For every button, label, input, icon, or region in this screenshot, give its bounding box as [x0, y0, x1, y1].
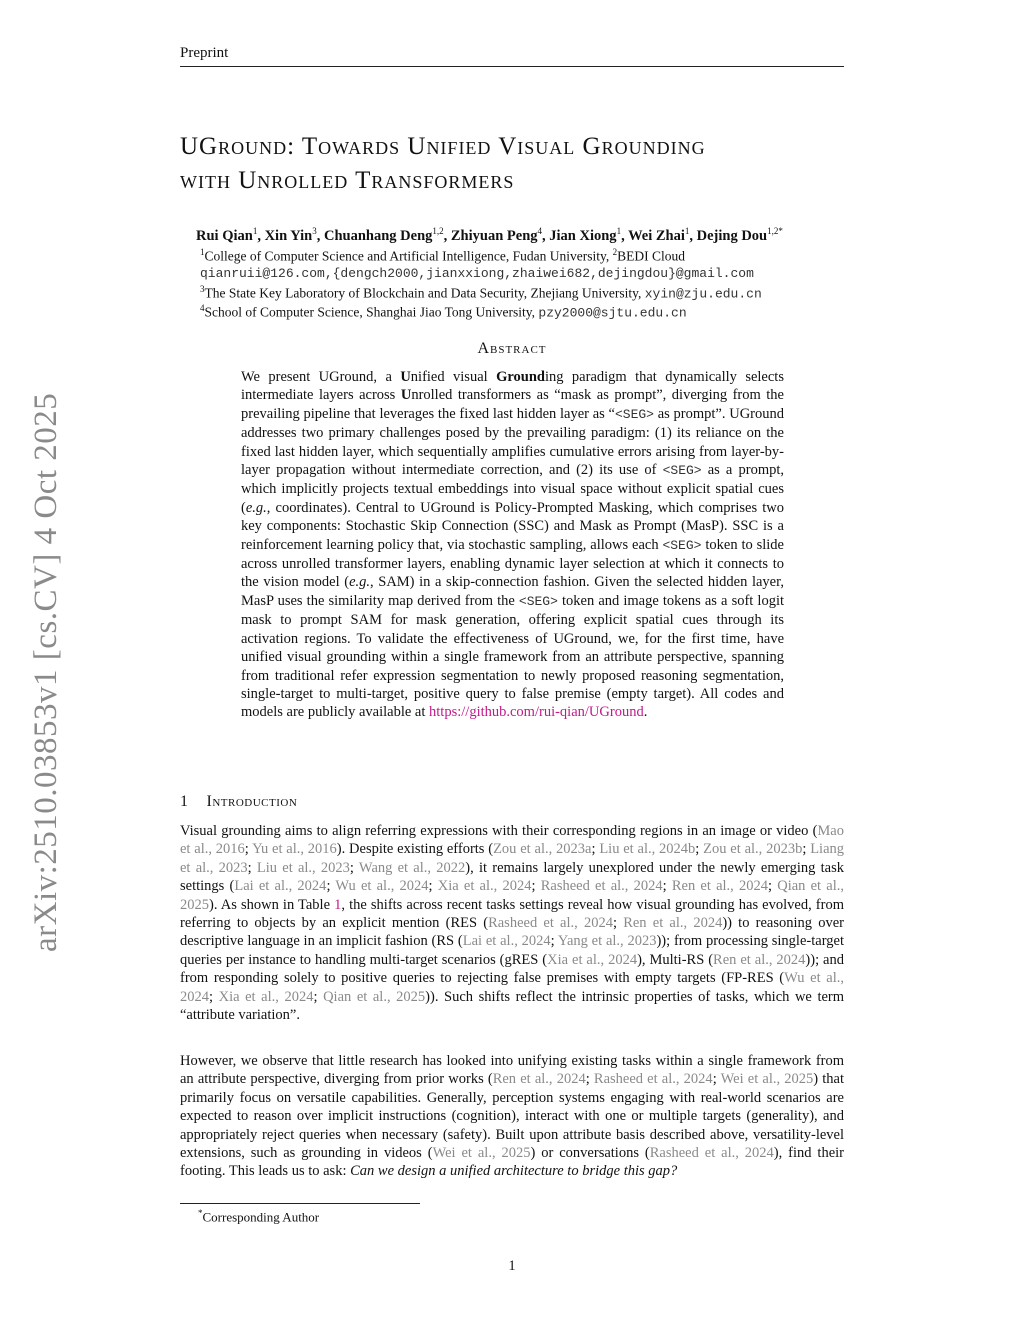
- affil-mark: 3: [200, 284, 205, 294]
- citation[interactable]: Liu et al., 2024b: [599, 841, 696, 858]
- affiliation-4: [200, 303, 920, 321]
- author-affil-mark: 3: [312, 226, 317, 236]
- citation[interactable]: Wei et al., 2025: [432, 1145, 531, 1162]
- email-address[interactable]: xyin@zju.edu.cn: [644, 286, 762, 302]
- citation[interactable]: Ren et al., 2024: [671, 878, 768, 895]
- citation[interactable]: Lai et al., 2024: [462, 933, 551, 950]
- table-reference[interactable]: 1: [334, 896, 342, 913]
- section-title: Introduction: [206, 793, 298, 810]
- footnote-text: Corresponding Author: [202, 1209, 320, 1225]
- arxiv-stamp: arXiv:2510.03853v1 [cs.CV] 4 Oct 2025: [28, 392, 64, 952]
- author-affil-mark: 1,2: [432, 226, 444, 236]
- author-name: Xin Yin: [264, 227, 313, 244]
- author-affil-mark: 1: [616, 226, 622, 236]
- seg-token: <SEG>: [518, 593, 558, 609]
- citation[interactable]: Zou et al., 2023b: [703, 841, 803, 858]
- author-name: Dejing Dou: [696, 227, 768, 244]
- citation[interactable]: Yu et al., 2016: [252, 841, 337, 858]
- citation[interactable]: Qian et al., 2025: [180, 878, 844, 913]
- affil-text: BEDI Cloud: [617, 248, 686, 264]
- affil-mark: 1: [200, 247, 205, 257]
- affiliation-1: [200, 247, 920, 265]
- author-affil-mark: 1: [684, 226, 690, 236]
- citation[interactable]: Wei et al., 2025: [720, 1071, 814, 1088]
- affil-text: The State Key Laboratory of Blockchain and Data Security, Zhejiang University,: [204, 285, 645, 301]
- email-address[interactable]: pzy2000@sjtu.edu.cn: [538, 305, 687, 321]
- citation[interactable]: Rasheed et al., 2024: [488, 915, 613, 932]
- abstract-body: We present UGround, a Unified visual Grounding paradigm that dynamically selects intermediate layers across Unrolled transformers as “mask as prompt”, diverging from the prevailing pipeline that leverages the fixed last hidden layer as “<SEG> as prompt”. UGround addresses two primary challenges posed by the prevailing paradigm: (1) its reliance on the fixed last hidden layer, which sequentially amplifies cumulative errors arising from layer-by-layer propagation without intermediate correction, and (2) its use of <SEG> as a prompt, which implicitly projects textual embeddings into visual space without explicit spatial cues (e.g., coordinates). Central to UGround is Policy-Prompted Masking, which comprises two key components: Stochastic Skip Connection (SSC) and Mask as Prompt (MasP). SSC is a reinforcement learning policy that, via stochastic sampling, allows each <SEG> token to slide across unrolled transformer layers, enabling dynamic layer selection at which it connects to the vision model (e.g., SAM) in a skip-connection fashion. Given the selected hidden layer, MasP uses the similarity map derived from the <SEG> token and image tokens as a soft logit mask to prompt SAM for mask generation, offering explicit spatial cues through its activation regions. To validate the effectiveness of UGround, we, for the first time, have unified visual grounding within a single framework from an attribute perspective, spanning from traditional refer expression segmentation to newly proposed reasoning segmentation, single-target to multi-target, positive query to false premise (empty target). All codes and models are publicly available at https://github.com/rui-qian/UGround.: [241, 369, 785, 721]
- author-name: Wei Zhai: [628, 227, 685, 244]
- paper-title: [180, 130, 880, 198]
- page-number: 1: [508, 1258, 516, 1274]
- citation[interactable]: Liang et al., 2023: [180, 841, 845, 876]
- running-head: Preprint: [180, 45, 229, 61]
- citation[interactable]: Ren et al., 2024: [492, 1071, 586, 1088]
- section-heading-introduction: [180, 793, 297, 811]
- citation[interactable]: Xia et al., 2024: [547, 951, 638, 968]
- seg-token: <SEG>: [614, 406, 654, 422]
- author-name: Jian Xiong: [549, 227, 617, 244]
- abstract-heading: Abstract: [477, 340, 547, 357]
- author-name: Chuanhang Deng: [324, 227, 433, 244]
- title-line-1: UGround: Towards Unified Visual Grounding: [180, 133, 706, 160]
- author-list: Rui Qian$^1$, Xin Yin$^3$, Chuanhang Deng$^{1,2}$, Zhiyuan Peng$^4$, Jian Xiong$^1$, Wei Zhai$^1$, Dejing Dou$^{1,2*}$: [196, 226, 783, 244]
- citation[interactable]: Liu et al., 2023: [256, 859, 350, 876]
- email-line-1[interactable]: qianruii@126.com,{dengch2000,jianxxiong,zhaiwei682,dejingdou}@gmail.com: [200, 266, 754, 281]
- intro-paragraph-2: However, we observe that little research has looked into unifying existing tasks within a single framework from an attribute perspective, diverging from prior works (Ren et al., 2024; Rasheed et al., 2024; Wei et al., 2025) that primarily focus on versatile capabilities. Generally, perception systems engaging with real-world scenarios are expected to reason over implicit instructions (cognition), interact with one or multiple targets (generality), and appropriately reject queries when necessary (safety). Built upon attribute basis described above, versatility-level extensions, such as grounding in videos (Wei et al., 2025) or conversations (Rasheed et al., 2024), find their footing. This leads us to ask: Can we design a unified architecture to bridge this gap?: [180, 1053, 844, 1180]
- author-affil-mark: 4: [537, 226, 543, 236]
- citation[interactable]: Wang et al., 2022: [358, 859, 466, 876]
- citation[interactable]: Wu et al., 2024: [335, 878, 429, 895]
- citation[interactable]: Zou et al., 2023a: [493, 841, 592, 858]
- citation[interactable]: Rasheed et al., 2024: [649, 1145, 774, 1162]
- citation[interactable]: Rasheed et al., 2024: [540, 878, 663, 895]
- citation[interactable]: Rasheed et al., 2024: [593, 1071, 713, 1088]
- author-affil-mark: 1: [252, 226, 258, 236]
- citation[interactable]: Qian et al., 2025: [323, 988, 426, 1005]
- citation[interactable]: Ren et al., 2024: [623, 915, 723, 932]
- affil-text: School of Computer Science, Shanghai Jiao Tong University,: [204, 304, 539, 320]
- author-name: Rui Qian: [196, 227, 253, 244]
- footnote-rule: [180, 1203, 420, 1204]
- seg-token: <SEG>: [662, 537, 702, 553]
- citation[interactable]: Xia et al., 2024: [437, 878, 532, 895]
- citation[interactable]: Xia et al., 2024: [218, 988, 314, 1005]
- citation[interactable]: Mao et al., 2016: [180, 823, 844, 858]
- research-question: Can we design a unified architecture to bridge this gap?: [350, 1163, 678, 1180]
- section-number: 1: [180, 793, 189, 810]
- citation[interactable]: Wu et al., 2024: [180, 970, 844, 1005]
- affil-mark: 2: [612, 247, 618, 257]
- footnote: [198, 1208, 319, 1225]
- title-line-2: with Unrolled Transformers: [180, 167, 515, 194]
- header-rule: [180, 66, 844, 67]
- citation[interactable]: Yang et al., 2023: [557, 933, 657, 950]
- affiliation-3: [200, 284, 920, 302]
- footnote-mark: *: [198, 1208, 203, 1218]
- citation[interactable]: Ren et al., 2024: [713, 951, 806, 968]
- intro-paragraph-1: Visual grounding aims to align referring expressions with their corresponding regions in an image or video (Mao et al., 2016; Yu et al., 2016). Despite existing efforts (Zou et al., 2023a; Liu et al., 2024b; Zou et al., 2023b; Liang et al., 2023; Liu et al., 2023; Wang et al., 2022), it remains largely unexplored under the newly emerging task settings (Lai et al., 2024; Wu et al., 2024; Xia et al., 2024; Rasheed et al., 2024; Ren et al., 2024; Qian et al., 2025). As shown in Table 1, the shifts across recent tasks settings reveal how visual grounding has evolved, from referring to objects by an explicit mention (RES (Rasheed et al., 2024; Ren et al., 2024)) to reasoning over descriptive language in an implicit fashion (RS (Lai et al., 2024; Yang et al., 2023)); from processing single-target queries per instance to handling multi-target scenarios (gRES (Xia et al., 2024), Multi-RS (Ren et al., 2024)); and from responding solely to positive queries to rejecting false premises with empty targets (FP-RES (Wu et al., 2024; Xia et al., 2024; Qian et al., 2025)). Such shifts reflect the intrinsic properties of tasks, which we term “attribute variation”.: [180, 823, 845, 1024]
- author-name: Zhiyuan Peng: [450, 227, 538, 244]
- seg-token: <SEG>: [662, 463, 702, 479]
- affil-text: College of Computer Science and Artificial Intelligence, Fudan University,: [204, 248, 613, 264]
- citation[interactable]: Lai et al., 2024: [234, 878, 327, 895]
- author-affil-mark: 1,2*: [767, 226, 783, 236]
- affil-mark: 4: [200, 303, 205, 313]
- github-link[interactable]: https://github.com/rui-qian/UGround: [429, 704, 644, 721]
